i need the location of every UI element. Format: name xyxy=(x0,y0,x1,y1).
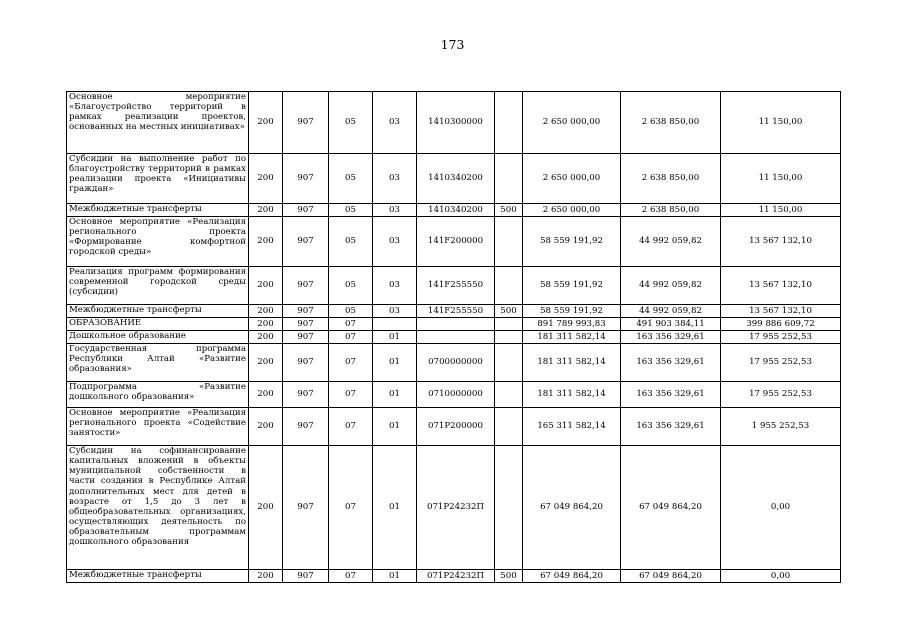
cell-amount-3: 17 955 252,53 xyxy=(721,382,841,408)
row-name: Государственная программа Республики Алтай «Развитие образования» xyxy=(67,344,249,382)
cell-amount-3: 0,00 xyxy=(721,446,841,570)
cell-expense-type: 500 xyxy=(495,204,523,217)
cell-subsection: 03 xyxy=(373,305,417,318)
cell-amount-1: 2 650 000,00 xyxy=(523,204,621,217)
cell-amount-2: 44 992 059,82 xyxy=(621,217,721,267)
row-name: Субсидии на софинансирование капитальных вложений в объекты муниципальной собственности в части создания в Республике Алтай дополнительных мест для детей в возрасте от 1,5 до 3 лет в общеобразовательных организациях, осуществляющих деятельность по образовательным программам дошкольного образования xyxy=(67,446,249,570)
cell-ministry: 907 xyxy=(283,344,329,382)
cell-amount-3: 11 150,00 xyxy=(721,204,841,217)
row-name: Межбюджетные трансферты xyxy=(67,305,249,318)
cell-amount-2: 44 992 059,82 xyxy=(621,305,721,318)
cell-amount-3: 17 955 252,53 xyxy=(721,331,841,344)
cell-code: 200 xyxy=(249,344,283,382)
cell-code: 200 xyxy=(249,331,283,344)
cell-code: 200 xyxy=(249,408,283,446)
row-name: ОБРАЗОВАНИЕ xyxy=(67,318,249,331)
cell-target xyxy=(417,331,495,344)
cell-amount-1: 181 311 582,14 xyxy=(523,331,621,344)
cell-amount-3: 13 567 132,10 xyxy=(721,305,841,318)
cell-expense-type xyxy=(495,408,523,446)
cell-amount-2: 163 356 329,61 xyxy=(621,344,721,382)
cell-code: 200 xyxy=(249,154,283,204)
cell-amount-1: 67 049 864,20 xyxy=(523,570,621,583)
cell-amount-2: 163 356 329,61 xyxy=(621,382,721,408)
cell-subsection xyxy=(373,318,417,331)
cell-amount-1: 181 311 582,14 xyxy=(523,382,621,408)
cell-section: 05 xyxy=(329,217,373,267)
budget-table-body xyxy=(67,92,841,583)
cell-subsection: 03 xyxy=(373,267,417,305)
cell-subsection: 01 xyxy=(373,331,417,344)
cell-ministry: 907 xyxy=(283,446,329,570)
page-number: 173 xyxy=(440,37,465,52)
cell-amount-3: 399 886 609,72 xyxy=(721,318,841,331)
cell-expense-type xyxy=(495,92,523,154)
cell-section: 07 xyxy=(329,344,373,382)
cell-amount-3: 13 567 132,10 xyxy=(721,267,841,305)
row-name: Субсидии на выполнение работ по благоустройству территорий в рамках реализации проекта «Инициативы граждан» xyxy=(67,154,249,204)
row-name: Межбюджетные трансферты xyxy=(67,570,249,583)
cell-ministry: 907 xyxy=(283,382,329,408)
cell-subsection: 01 xyxy=(373,408,417,446)
cell-code: 200 xyxy=(249,204,283,217)
table-row xyxy=(67,204,841,217)
cell-amount-2: 44 992 059,82 xyxy=(621,267,721,305)
cell-ministry: 907 xyxy=(283,318,329,331)
cell-amount-1: 165 311 582,14 xyxy=(523,408,621,446)
cell-expense-type xyxy=(495,446,523,570)
cell-target: 1410340200 xyxy=(417,204,495,217)
cell-amount-3: 13 567 132,10 xyxy=(721,217,841,267)
table-row xyxy=(67,318,841,331)
cell-code: 200 xyxy=(249,570,283,583)
cell-amount-2: 2 638 850,00 xyxy=(621,92,721,154)
cell-section: 05 xyxy=(329,154,373,204)
cell-amount-1: 2 650 000,00 xyxy=(523,92,621,154)
table-row xyxy=(67,344,841,382)
cell-code: 200 xyxy=(249,446,283,570)
cell-amount-2: 67 049 864,20 xyxy=(621,570,721,583)
cell-target: 141F255550 xyxy=(417,267,495,305)
cell-target: 141F200000 xyxy=(417,217,495,267)
cell-code: 200 xyxy=(249,382,283,408)
cell-amount-2: 2 638 850,00 xyxy=(621,154,721,204)
cell-amount-3: 11 150,00 xyxy=(721,92,841,154)
cell-target: 071P24232П xyxy=(417,570,495,583)
cell-amount-1: 2 650 000,00 xyxy=(523,154,621,204)
cell-section: 05 xyxy=(329,305,373,318)
cell-expense-type: 500 xyxy=(495,570,523,583)
cell-amount-2: 2 638 850,00 xyxy=(621,204,721,217)
cell-ministry: 907 xyxy=(283,331,329,344)
cell-amount-2: 163 356 329,61 xyxy=(621,331,721,344)
cell-subsection: 03 xyxy=(373,154,417,204)
row-name: Основное мероприятие «Благоустройство территорий в рамках реализации проектов, основанных на местных инициативах» xyxy=(67,92,249,154)
row-name: Подпрограмма «Развитие дошкольного образования» xyxy=(67,382,249,408)
cell-target: 0710000000 xyxy=(417,382,495,408)
cell-amount-3: 0,00 xyxy=(721,570,841,583)
table-row xyxy=(67,92,841,154)
cell-ministry: 907 xyxy=(283,305,329,318)
cell-ministry: 907 xyxy=(283,154,329,204)
cell-section: 07 xyxy=(329,408,373,446)
cell-amount-1: 891 789 993,83 xyxy=(523,318,621,331)
cell-ministry: 907 xyxy=(283,267,329,305)
cell-amount-2: 67 049 864,20 xyxy=(621,446,721,570)
cell-target: 141F255550 xyxy=(417,305,495,318)
cell-expense-type xyxy=(495,344,523,382)
row-name: Реализация программ формирования современной городской среды (субсидии) xyxy=(67,267,249,305)
cell-ministry: 907 xyxy=(283,92,329,154)
table-row xyxy=(67,267,841,305)
cell-ministry: 907 xyxy=(283,217,329,267)
budget-table xyxy=(66,91,841,583)
cell-amount-3: 17 955 252,53 xyxy=(721,344,841,382)
cell-subsection: 01 xyxy=(373,382,417,408)
cell-section: 07 xyxy=(329,318,373,331)
cell-subsection: 03 xyxy=(373,92,417,154)
cell-target: 071P24232П xyxy=(417,446,495,570)
row-name: Основное мероприятие «Реализация регионального проекта «Формирование комфортной городской среды» xyxy=(67,217,249,267)
table-row xyxy=(67,408,841,446)
cell-expense-type xyxy=(495,318,523,331)
cell-amount-3: 11 150,00 xyxy=(721,154,841,204)
cell-section: 05 xyxy=(329,204,373,217)
cell-ministry: 907 xyxy=(283,570,329,583)
cell-amount-3: 1 955 252,53 xyxy=(721,408,841,446)
cell-amount-1: 58 559 191,92 xyxy=(523,267,621,305)
cell-target: 0700000000 xyxy=(417,344,495,382)
cell-expense-type xyxy=(495,154,523,204)
cell-code: 200 xyxy=(249,318,283,331)
row-name: Дошкольное образование xyxy=(67,331,249,344)
table-row xyxy=(67,154,841,204)
cell-expense-type xyxy=(495,217,523,267)
table-row xyxy=(67,446,841,570)
cell-ministry: 907 xyxy=(283,204,329,217)
cell-subsection: 01 xyxy=(373,344,417,382)
cell-amount-1: 67 049 864,20 xyxy=(523,446,621,570)
cell-expense-type xyxy=(495,382,523,408)
cell-target: 1410340200 xyxy=(417,154,495,204)
cell-section: 07 xyxy=(329,382,373,408)
cell-target: 071P200000 xyxy=(417,408,495,446)
cell-target xyxy=(417,318,495,331)
cell-target: 1410300000 xyxy=(417,92,495,154)
cell-section: 07 xyxy=(329,570,373,583)
cell-expense-type: 500 xyxy=(495,305,523,318)
cell-ministry: 907 xyxy=(283,408,329,446)
cell-subsection: 03 xyxy=(373,217,417,267)
row-name: Межбюджетные трансферты xyxy=(67,204,249,217)
table-row xyxy=(67,570,841,583)
row-name: Основное мероприятие «Реализация регионального проекта «Содействие занятости» xyxy=(67,408,249,446)
cell-expense-type xyxy=(495,331,523,344)
table-row xyxy=(67,382,841,408)
cell-amount-1: 58 559 191,92 xyxy=(523,305,621,318)
cell-code: 200 xyxy=(249,267,283,305)
cell-amount-1: 181 311 582,14 xyxy=(523,344,621,382)
table-row xyxy=(67,305,841,318)
cell-subsection: 03 xyxy=(373,204,417,217)
cell-subsection: 01 xyxy=(373,446,417,570)
cell-code: 200 xyxy=(249,217,283,267)
cell-section: 05 xyxy=(329,92,373,154)
cell-expense-type xyxy=(495,267,523,305)
cell-code: 200 xyxy=(249,305,283,318)
cell-amount-2: 491 903 384,11 xyxy=(621,318,721,331)
cell-section: 07 xyxy=(329,331,373,344)
cell-subsection: 01 xyxy=(373,570,417,583)
cell-code: 200 xyxy=(249,92,283,154)
table-row xyxy=(67,331,841,344)
table-row xyxy=(67,217,841,267)
cell-amount-2: 163 356 329,61 xyxy=(621,408,721,446)
cell-section: 07 xyxy=(329,446,373,570)
cell-amount-1: 58 559 191,92 xyxy=(523,217,621,267)
cell-section: 05 xyxy=(329,267,373,305)
